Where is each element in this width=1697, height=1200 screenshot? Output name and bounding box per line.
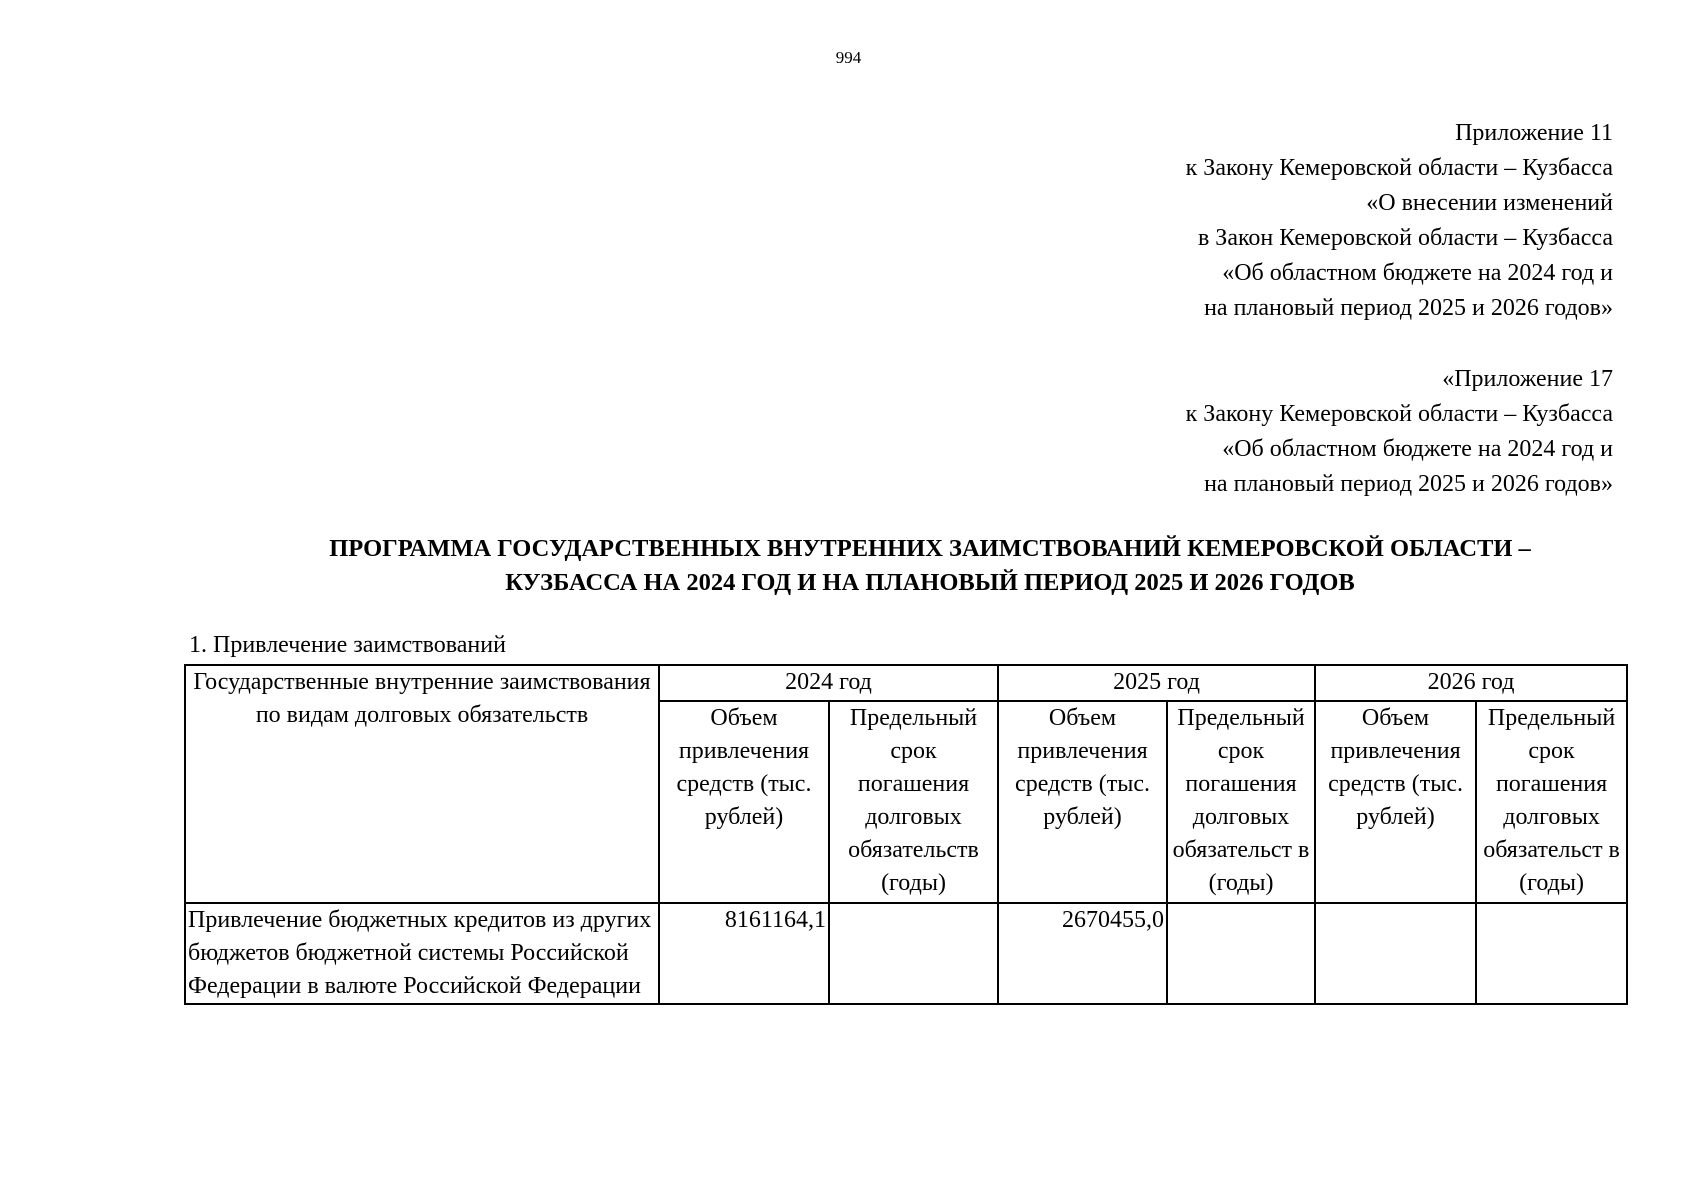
volume-2026-header: Объем привлечения средств (тыс. рублей) <box>1315 701 1476 903</box>
page-number: 994 <box>835 48 862 67</box>
appendix-line: «Об областном бюджете на 2024 год и <box>1222 260 1613 286</box>
appendix-line: «Об областном бюджете на 2024 год и <box>1222 436 1613 462</box>
table-row <box>185 903 1627 1004</box>
appendix-line: «Приложение 17 <box>1442 366 1613 392</box>
section-heading: 1. Привлечение заимствований <box>189 632 506 658</box>
term-2024-value <box>829 903 998 1004</box>
appendix-11-reference <box>1186 116 1613 326</box>
term-2026-header: Предельный срок погашения долговых обязательст в (годы) <box>1476 701 1627 903</box>
borrowings-table <box>184 664 1628 1005</box>
appendix-line: Приложение 11 <box>1455 120 1613 146</box>
year-2024-header: 2024 год <box>659 665 998 701</box>
year-2026-header: 2026 год <box>1315 665 1627 701</box>
volume-2025-value: 2670455,0 <box>998 903 1167 1004</box>
title-line-1: ПРОГРАММА ГОСУДАРСТВЕННЫХ ВНУТРЕННИХ ЗАИМСТВОВАНИЙ КЕМЕРОВСКОЙ ОБЛАСТИ – <box>329 535 1531 562</box>
table-header-row <box>185 665 1627 701</box>
volume-2025-header: Объем привлечения средств (тыс. рублей) <box>998 701 1167 903</box>
title-line-2: КУЗБАССА НА 2024 ГОД И НА ПЛАНОВЫЙ ПЕРИОД 2025 И 2026 ГОДОВ <box>505 569 1355 596</box>
appendix-line: к Закону Кемеровской области – Кузбасса <box>1185 401 1613 427</box>
appendix-line: к Закону Кемеровской области – Кузбасса <box>1185 155 1613 181</box>
term-2026-value <box>1476 903 1627 1004</box>
appendix-line: в Закон Кемеровской области – Кузбасса <box>1197 225 1613 251</box>
document-title <box>200 532 1660 600</box>
volume-2024-value: 8161164,1 <box>659 903 829 1004</box>
appendix-line: «О внесении изменений <box>1366 190 1613 216</box>
volume-2026-value <box>1315 903 1476 1004</box>
row-label: Привлечение бюджетных кредитов из других бюджетов бюджетной системы Российской Федерации в валюте Российской Федерации <box>185 903 659 1004</box>
appendix-17-reference <box>1186 362 1613 502</box>
borrowing-type-header: Государственные внутренние заимствования по видам долговых обязательств <box>185 665 659 903</box>
volume-2024-header: Объем привлечения средств (тыс. рублей) <box>659 701 829 903</box>
term-2025-header: Предельный срок погашения долговых обязательст в (годы) <box>1167 701 1315 903</box>
term-2024-header: Предельный срок погашения долговых обязательств (годы) <box>829 701 998 903</box>
appendix-line: на плановый период 2025 и 2026 годов» <box>1204 295 1613 321</box>
term-2025-value <box>1167 903 1315 1004</box>
appendix-line: на плановый период 2025 и 2026 годов» <box>1204 471 1613 497</box>
year-2025-header: 2025 год <box>998 665 1315 701</box>
